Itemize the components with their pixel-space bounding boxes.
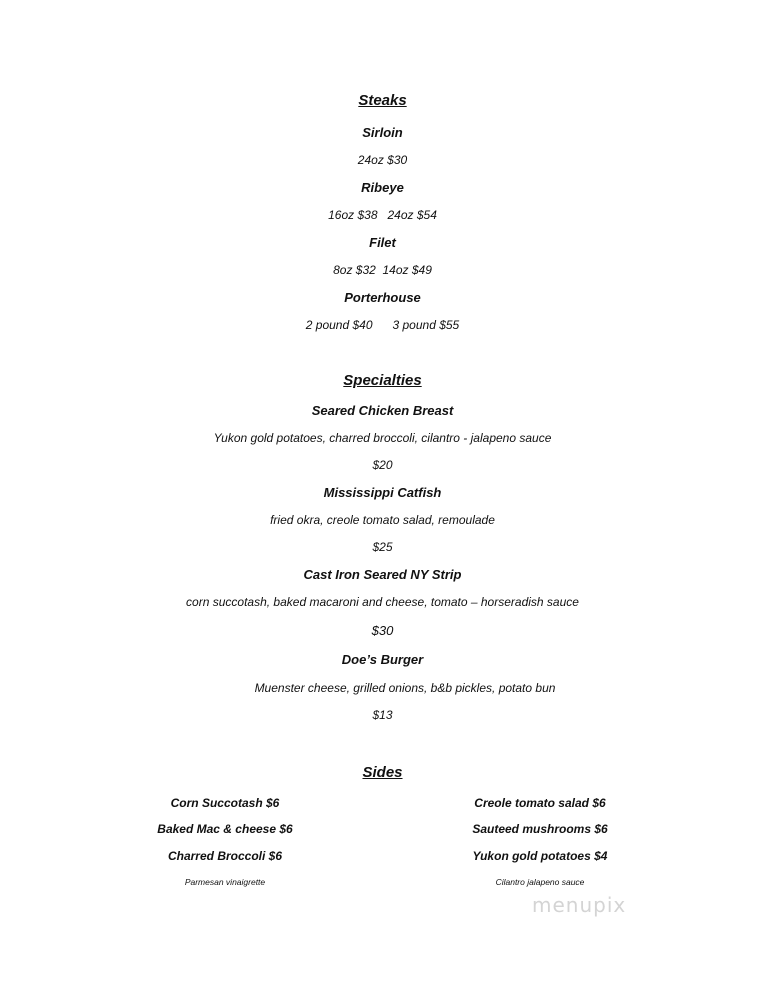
specialty-price: $20 bbox=[372, 458, 393, 472]
steak-price: 16oz $38 24oz $54 bbox=[328, 208, 437, 222]
specialty-name: Cast Iron Seared NY Strip bbox=[303, 567, 462, 582]
steak-price: 24oz $30 bbox=[357, 153, 408, 167]
menupix-watermark: menupix bbox=[532, 893, 627, 917]
steak-price: 8oz $32 14oz $49 bbox=[333, 263, 432, 277]
side-note: Cilantro jalapeno sauce bbox=[495, 877, 585, 887]
specialty-name: Seared Chicken Breast bbox=[311, 403, 454, 418]
side-item: Corn Succotash $6 bbox=[170, 796, 280, 810]
steak-name: Filet bbox=[369, 235, 396, 250]
side-item: Yukon gold potatoes $4 bbox=[472, 849, 608, 863]
specialty-price: $25 bbox=[372, 540, 393, 554]
side-item: Sauteed mushrooms $6 bbox=[472, 822, 608, 836]
steak-price: 2 pound $40 3 pound $55 bbox=[305, 318, 460, 332]
steak-name: Sirloin bbox=[362, 125, 403, 140]
specialties-heading: Specialties bbox=[343, 372, 422, 389]
steak-name: Ribeye bbox=[361, 180, 404, 195]
side-note: Parmesan vinaigrette bbox=[184, 877, 266, 887]
specialty-desc: corn succotash, baked macaroni and cheese, tomato – horseradish sauce bbox=[186, 595, 579, 609]
sides-heading: Sides bbox=[362, 764, 403, 781]
side-item: Charred Broccoli $6 bbox=[167, 849, 283, 863]
specialty-price: $30 bbox=[371, 623, 394, 638]
specialty-desc: fried okra, creole tomato salad, remoulade bbox=[270, 513, 495, 527]
specialty-desc: Muenster cheese, grilled onions, b&b pickles, potato bun bbox=[254, 681, 556, 695]
side-item: Creole tomato salad $6 bbox=[474, 796, 606, 810]
specialty-name: Doe’s Burger bbox=[341, 652, 424, 667]
specialty-name: Mississippi Catfish bbox=[323, 485, 442, 500]
steaks-heading: Steaks bbox=[358, 92, 407, 109]
specialty-price: $13 bbox=[372, 708, 393, 722]
side-item: Baked Mac & cheese $6 bbox=[157, 822, 293, 836]
steak-name: Porterhouse bbox=[344, 290, 421, 305]
specialty-desc: Yukon gold potatoes, charred broccoli, cilantro - jalapeno sauce bbox=[213, 431, 552, 445]
